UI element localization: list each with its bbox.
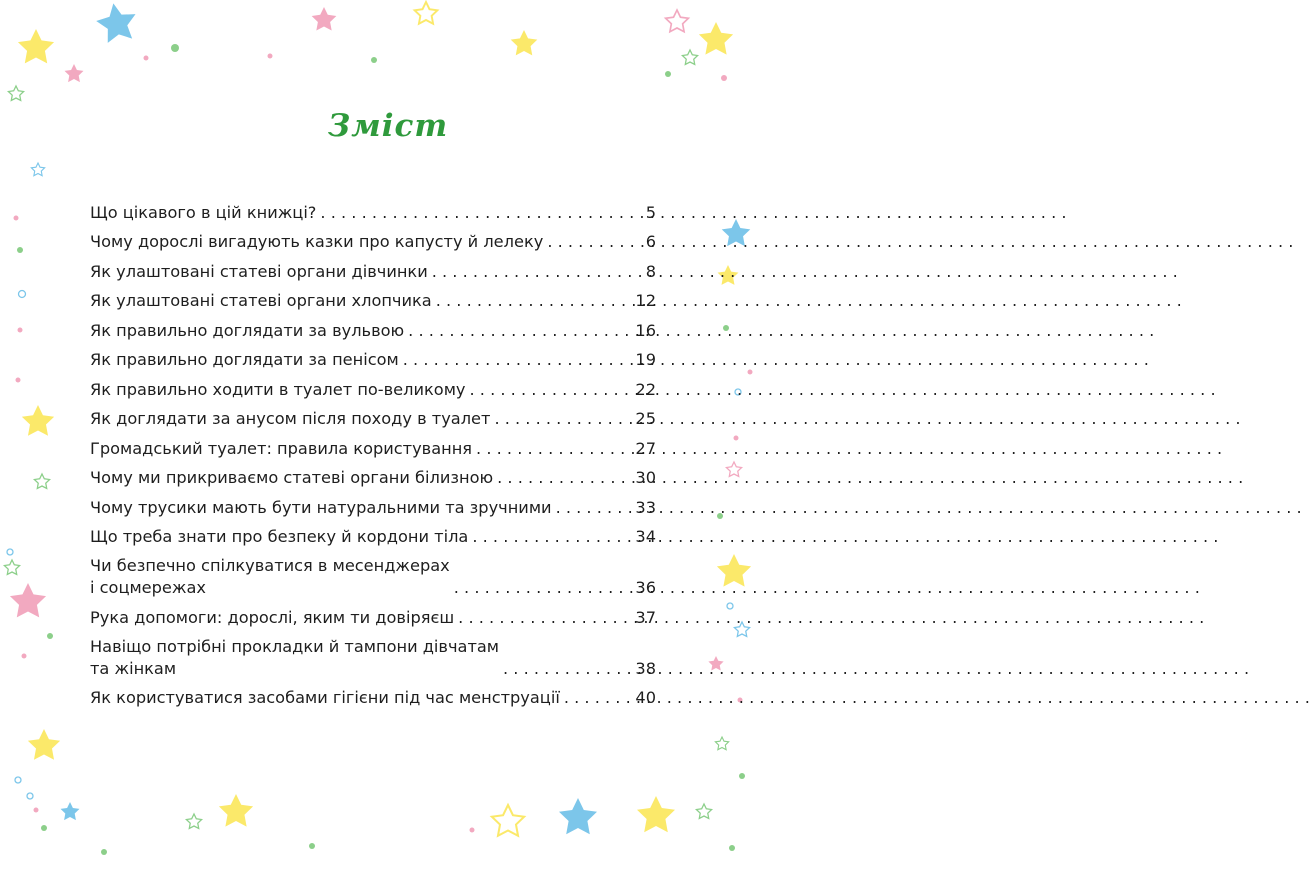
toc-entry-title: Як користуватися засобами гігієни під час менструації: [90, 688, 560, 707]
toc-entry[interactable]: [90, 312, 656, 342]
star-icon: [28, 729, 60, 760]
star-icon: [699, 22, 733, 55]
toc-entry-page: 37: [635, 607, 656, 627]
toc-entry-title: Як правильно доглядати за пенісом: [90, 350, 399, 369]
toc-entry-page: 5: [645, 202, 656, 222]
toc-entry-page: 19: [635, 350, 656, 369]
star-icon: [415, 2, 438, 24]
toc-entry[interactable]: [90, 283, 656, 313]
leader-dots: [547, 231, 634, 253]
star-icon: [682, 50, 697, 64]
toc-entry-title-line2: та жінкам: [90, 658, 177, 678]
toc-entry-title: Як улаштовані статеві органи дівчинки: [90, 261, 428, 281]
toc-entry[interactable]: [90, 460, 656, 490]
leader-dots: [564, 687, 628, 709]
star-icon: [696, 804, 711, 818]
toc-entry-title-line1: Чи безпечно спілкуватися в месенджерах: [90, 556, 450, 575]
toc-entry[interactable]: [90, 371, 656, 401]
toc-entry[interactable]: [90, 253, 656, 283]
star-icon: [4, 560, 19, 574]
toc-entry[interactable]: [90, 680, 656, 710]
toc-entry-title: Рука допомоги: дорослі, яким ти довіряєш: [90, 607, 455, 627]
toc-entry-title: Що треба знати про безпеку й кордони тіла: [90, 527, 469, 546]
star-icon: [219, 794, 253, 827]
toc-entry[interactable]: [90, 599, 656, 629]
star-icon: [10, 583, 46, 617]
toc-entry-page: 33: [635, 497, 656, 517]
star-icon: [22, 405, 54, 436]
toc-entry-page: 36: [635, 578, 656, 597]
star-icon: [666, 10, 689, 32]
toc-entry[interactable]: [90, 548, 656, 599]
star-icon: [559, 798, 597, 834]
star-icon: [492, 805, 524, 836]
leader-dots: [476, 438, 627, 460]
toc-entry-title: [90, 636, 499, 680]
star-icon: [94, 0, 140, 44]
toc-entry[interactable]: [90, 430, 656, 460]
toc-entry-page: 12: [635, 291, 656, 310]
toc-entry-title: Як правильно ходити в туалет по-великому: [90, 379, 466, 399]
toc-entry-title: Чому трусики мають бути натуральними та зручними: [90, 497, 552, 517]
star-icon: [637, 796, 675, 832]
star-icon: [186, 814, 201, 828]
toc-entry[interactable]: [90, 519, 656, 549]
toc-entry-title: [90, 555, 450, 599]
table-of-contents: [90, 194, 656, 709]
toc-entry-title: Як доглядати за анусом після походу в туалет: [90, 409, 491, 428]
leader-dots: [469, 379, 627, 401]
leader-dots: [454, 577, 628, 599]
toc-entry-page: 40: [635, 688, 656, 707]
toc-entry-page: 27: [635, 438, 656, 458]
toc-entry[interactable]: [90, 489, 656, 519]
toc-entry-page: 16: [635, 320, 656, 340]
leader-dots: [497, 467, 627, 489]
leader-dots: [320, 202, 634, 224]
leader-dots: [503, 658, 627, 680]
toc-entry-page: 22: [635, 379, 656, 399]
toc-entry-title: Громадський туалет: правила користування: [90, 438, 473, 458]
leader-dots: [408, 320, 627, 342]
toc-entry[interactable]: [90, 401, 656, 431]
toc-entry-page: 38: [635, 658, 656, 678]
toc-entry-page: 34: [635, 527, 656, 546]
toc-entry-title-line2: і соцмережах: [90, 578, 206, 597]
leader-dots: [436, 290, 628, 312]
toc-entry-page: 6: [645, 232, 656, 251]
toc-entry-title: Як улаштовані статеві органи хлопчика: [90, 291, 432, 310]
toc-entry-page: 8: [645, 261, 656, 281]
leader-dots: [472, 526, 627, 548]
toc-entry[interactable]: [90, 224, 656, 254]
leader-dots: [494, 408, 627, 430]
leader-dots: [432, 261, 634, 283]
toc-entry-title: Що цікавого в цій книжці?: [90, 202, 317, 222]
toc-entry-title: Чому ми прикриваємо статеві органи білизною: [90, 468, 494, 487]
toc-entry[interactable]: [90, 342, 656, 372]
toc-entry-page: 30: [635, 468, 656, 487]
leader-dots: [556, 497, 628, 519]
toc-entry-title: Як правильно доглядати за вульвою: [90, 320, 405, 340]
toc-entry-title-line1: Навіщо потрібні прокладки й тампони дівчатам: [90, 636, 500, 656]
star-icon: [18, 29, 54, 63]
leader-dots: [403, 349, 628, 371]
star-icon: [312, 7, 337, 31]
toc-entry-title: Чому дорослі вигадують казки про капусту й лелеку: [90, 232, 544, 251]
toc-entry-page: 25: [635, 409, 656, 428]
star-icon: [34, 474, 49, 488]
star-icon: [65, 64, 84, 82]
star-icon: [31, 163, 44, 176]
toc-entry[interactable]: [90, 629, 656, 680]
leader-dots: [458, 607, 627, 629]
star-icon: [511, 30, 538, 55]
star-icon: [8, 86, 23, 100]
page-title: Зміст: [327, 108, 449, 144]
toc-entry[interactable]: [90, 194, 656, 224]
star-icon: [715, 737, 728, 750]
star-icon: [61, 802, 80, 820]
